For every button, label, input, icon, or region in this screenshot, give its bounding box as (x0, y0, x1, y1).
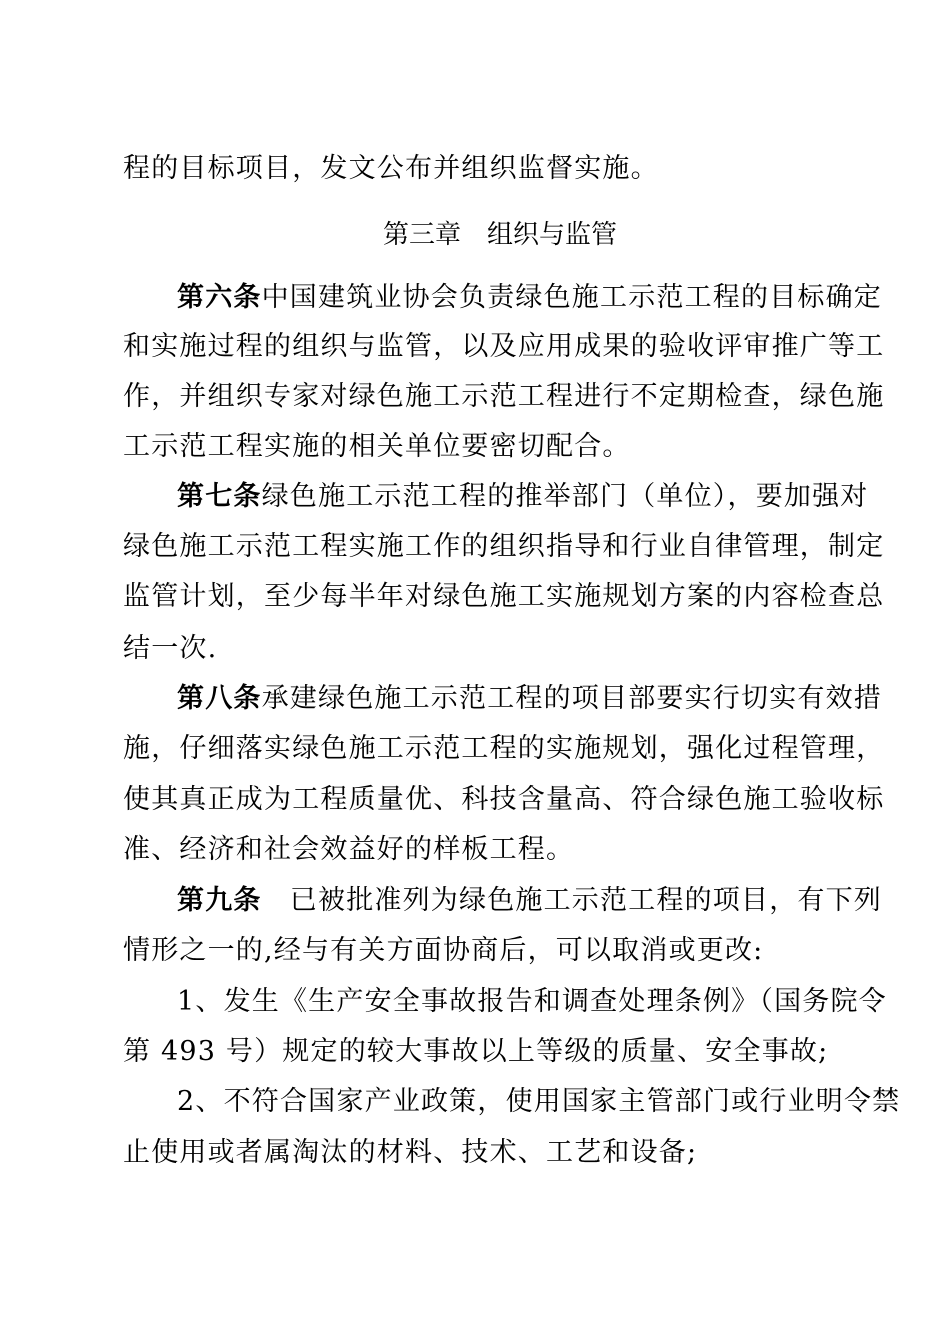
article-7-line-2: 绿色施工示范工程实施工作的组织指导和行业自律管理，制定 (123, 531, 885, 562)
article-6-line-3: 作，并组织专家对绿色施工示范工程进行不定期检查，绿色施 (123, 381, 885, 412)
list-item-1-line-1: 1、发生《生产安全事故报告和调查处理条例》（国务院令 (177, 986, 887, 1017)
article-9-text: 已被批准列为绿色施工示范工程的项目，有下列 (261, 885, 883, 916)
article-9-label: 第九条 (177, 885, 262, 916)
article-8-label: 第八条 (177, 683, 262, 714)
article-9-line-2: 情形之一的,经与有关方面协商后，可以取消或更改: (123, 935, 764, 966)
list-item-1-line-2: 第 493 号）规定的较大事故以上等级的质量、安全事故; (123, 1036, 829, 1067)
article-8-line-4: 准、经济和社会效益好的样板工程。 (123, 834, 575, 865)
article-8-line-1 (177, 680, 897, 718)
article-7-line-3: 监管计划，至少每半年对绿色施工实施规划方案的内容检查总 (123, 581, 885, 612)
article-6-text: 中国建筑业协会负责绿色施工示范工程的目标确定 (261, 282, 883, 313)
article-6-label: 第六条 (177, 282, 262, 313)
article-9-line-1 (177, 882, 897, 920)
article-8-line-3: 使其真正成为工程质量优、科技含量高、符合绿色施工验收标 (123, 784, 885, 815)
article-8-text: 承建绿色施工示范工程的项目部要实行切实有效措 (261, 683, 883, 714)
article-6-line-1 (177, 279, 897, 317)
list-item-2-line-1: 2、不符合国家产业政策，使用国家主管部门或行业明令禁 (177, 1086, 901, 1117)
article-6-line-4: 工示范工程实施的相关单位要密切配合。 (123, 431, 631, 462)
intro-line: 程的目标项目，发文公布并组织监督实施。 (123, 153, 659, 184)
article-7-label: 第七条 (177, 481, 262, 512)
chapter-title: 第三章 组织与监管 (382, 220, 617, 250)
article-7-text: 绿色施工示范工程的推举部门（单位），要加强对 (261, 481, 869, 512)
article-8-line-2: 施，仔细落实绿色施工示范工程的实施规划，强化过程管理， (123, 733, 885, 764)
list-item-2-line-2: 止使用或者属淘汰的材料、技术、工艺和设备; (123, 1137, 698, 1168)
article-7-line-1 (177, 478, 897, 516)
article-7-line-4: 结一次. (123, 633, 218, 664)
article-6-line-2: 和实施过程的组织与监管，以及应用成果的验收评审推广等工 (123, 331, 885, 362)
